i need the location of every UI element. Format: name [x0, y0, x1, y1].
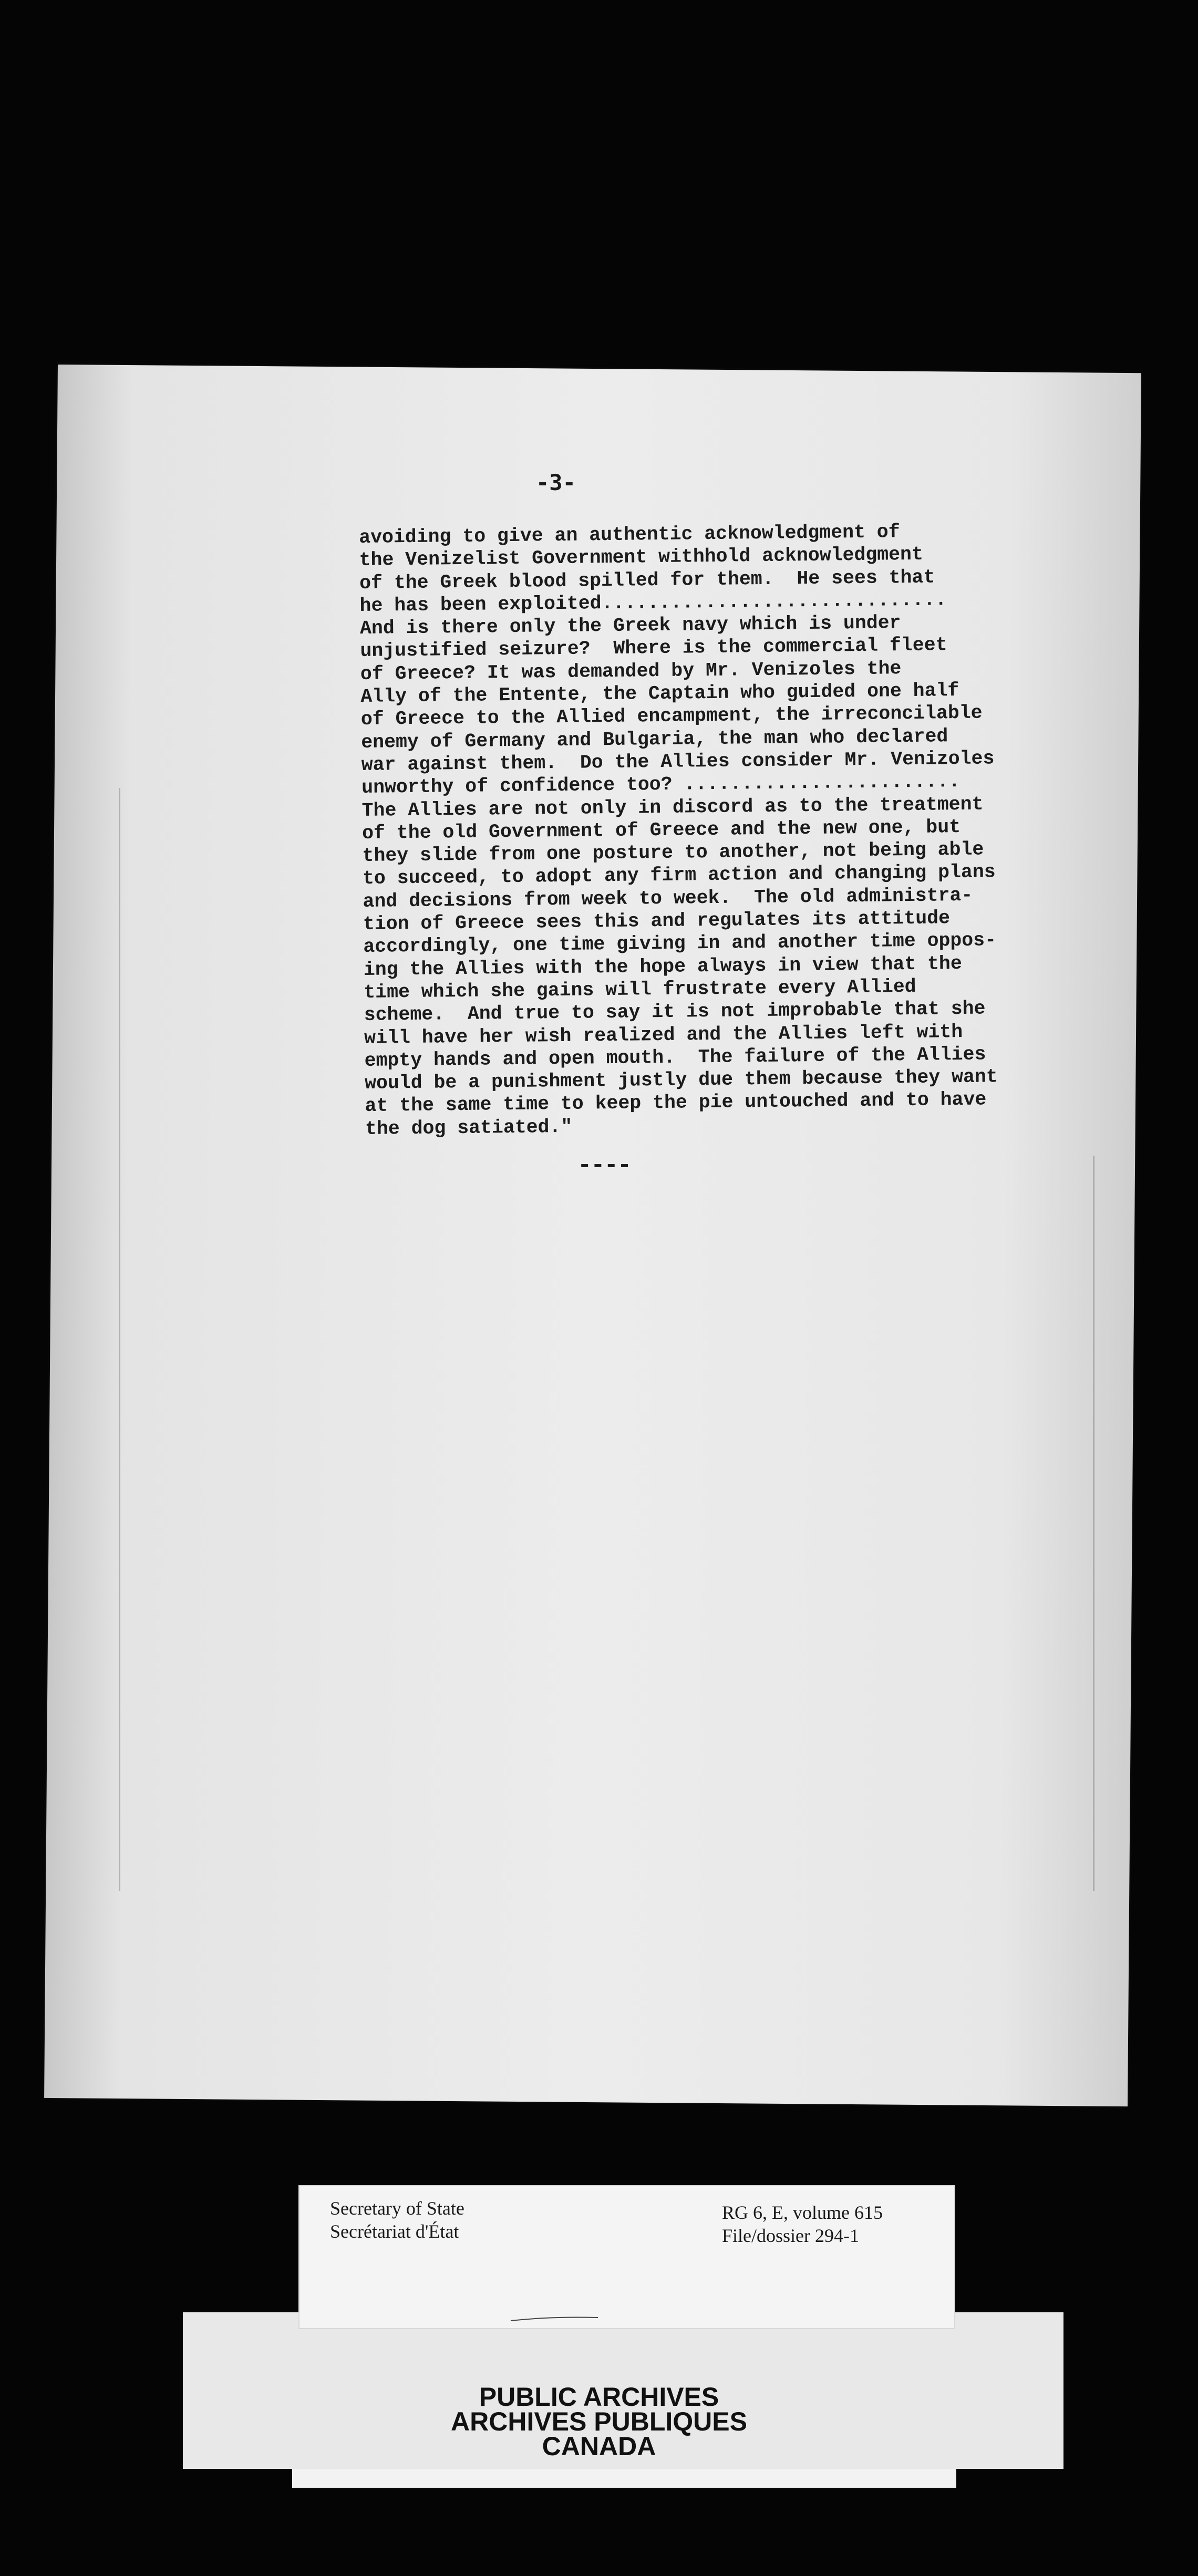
text-line: Ally of the Entente, the Captain who guided one half [360, 680, 959, 708]
archive-stamp [0, 2382, 1198, 2461]
text-line: And is there only the Greek navy which is under [359, 612, 901, 640]
text-line: of the old Government of Greece and the new one, but [362, 816, 961, 844]
label-department-en: Secretary of State [330, 2198, 464, 2219]
text-line: of Greece to the Allied encampment, the irreconcilable [360, 702, 983, 731]
page-fold-line-right [1093, 1156, 1094, 1891]
archive-stamp-line: PUBLIC ARCHIVES [479, 2382, 719, 2412]
text-line: time which she gains will frustrate every Allied [364, 975, 916, 1003]
text-line: unjustified seizure? Where is the commercial fleet [360, 634, 947, 662]
text-line: empty hands and open mouth. The failure of the Allies [364, 1043, 986, 1072]
text-line: scheme. And true to say it is not improbable that she [364, 998, 986, 1026]
text-line: will have her wish realized and the Allies left with [364, 1021, 963, 1049]
label-department-fr: Secrétariat d'État [330, 2221, 459, 2242]
text-line: of Greece? It was demanded by Mr. Venizoles the [360, 657, 902, 685]
archive-tag-strip [292, 2469, 956, 2488]
text-line: they slide from one posture to another, not being able [362, 838, 984, 867]
page-fold-line-left [119, 788, 120, 1891]
text-line: to succeed, to adopt any firm action and changing plans [362, 861, 996, 890]
text-line: accordingly, one time giving in and another time oppos- [363, 929, 997, 958]
text-line: would be a punishment justly due them because they want [364, 1066, 998, 1095]
text-line: ing the Allies with the hope always in view that the [363, 952, 962, 981]
label-file-number: File/dossier 294-1 [722, 2225, 859, 2246]
pencil-mark-icon [510, 2313, 599, 2324]
text-line: he has been exploited.............................. [359, 589, 947, 617]
text-line: the dog satiated." [365, 1116, 573, 1140]
label-record-group: RG 6, E, volume 615 [722, 2202, 883, 2223]
archive-stamp-line: CANADA [542, 2432, 656, 2461]
text-line: avoiding to give an authentic acknowledgment of [359, 521, 900, 548]
page-number: -3- [536, 470, 576, 495]
text-line: tion of Greece sees this and regulates its attitude [363, 907, 951, 936]
text-line: The Allies are not only in discord as to the treatment [362, 793, 984, 822]
text-line: enemy of Germany and Bulgaria, the man who declared [361, 725, 948, 753]
text-line: unworthy of confidence too? ........................ [361, 771, 961, 799]
end-mark: ---- [578, 1151, 632, 1177]
text-line: of the Greek blood spilled for them. He sees that [359, 566, 935, 594]
text-line: war against them. Do the Allies consider Mr. Venizoles [361, 747, 995, 776]
archive-stamp-line: ARCHIVES PUBLIQUES [451, 2407, 747, 2436]
text-line: and decisions from week to week. The old administra- [363, 884, 973, 912]
typed-body-text [359, 518, 1101, 1140]
text-line: the Venizelist Government withhold acknowledgment [359, 544, 924, 572]
text-line: at the same time to keep the pie untouched and to have [365, 1088, 987, 1117]
